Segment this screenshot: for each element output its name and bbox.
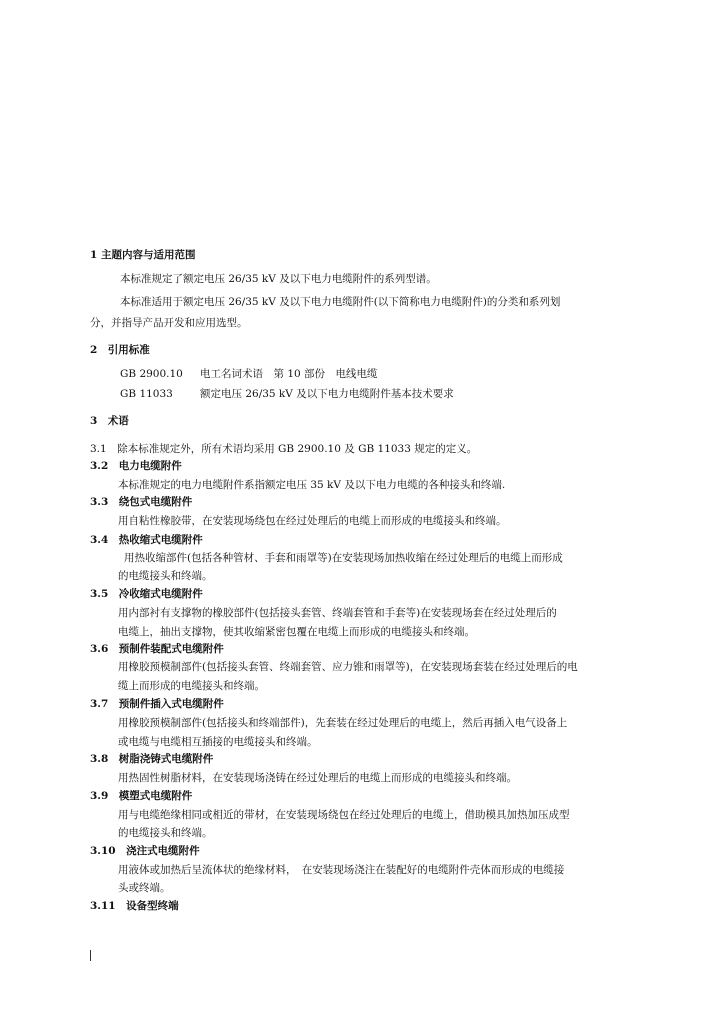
term-heading: 3.10 浇注式电缆附件: [90, 845, 200, 857]
term-heading: 3.9 模塑式电缆附件: [90, 790, 193, 802]
term-heading: 3.11 设备型终端: [90, 900, 179, 912]
term-definition: 用橡胶预模制部件(包括接头套管、终端套管、应力锥和雨罩等)，在安装现场套装在经过处理后的电: [118, 661, 578, 673]
clause-3-1: 3.1 除本标准规定外，所有术语均采用 GB 2900.10 及 GB 11033 规定的定义。: [90, 443, 478, 455]
section-heading: 2 引用标准: [90, 344, 150, 356]
page-edge-mark: [90, 950, 91, 961]
term-definition: 本标准规定的电力电缆附件系指额定电压 35 kV 及以下电力电缆的各种接头和终端.: [118, 479, 506, 491]
paragraph: 本标准适用于额定电压 26/35 kV 及以下电力电缆附件(以下简称电力电缆附件)的分类和系列划: [120, 296, 561, 308]
reference-code: GB 2900.10: [120, 368, 183, 380]
term-definition: 用橡胶预模制部件(包括接头和终端部件)，先套装在经过处理后的电缆上，然后再插入电气设备上: [118, 717, 568, 729]
term-definition: 用内部衬有支撑物的橡胶部件(包括接头套管、终端套管和手套等)在安装现场套在经过处理后的: [118, 607, 557, 619]
term-heading: 3.8 树脂浇铸式电缆附件: [90, 753, 214, 765]
term-definition: 用热固性树脂材料，在安装现场浇铸在经过处理后的电缆上而形成的电缆接头和终端。: [118, 772, 517, 784]
paragraph-continuation: 分，并指导产品开发和应用选型。: [90, 317, 248, 329]
reference-item: [120, 387, 454, 401]
reference-title: 额定电压 26/35 kV 及以下电力电缆附件基本技术要求: [200, 388, 454, 400]
section-heading: 3 术语: [90, 415, 129, 427]
reference-code: GB 11033: [120, 388, 173, 400]
term-heading: 3.6 预制件装配式电缆附件: [90, 643, 224, 655]
term-heading: 3.2 电力电缆附件: [90, 460, 182, 472]
term-heading: 3.7 预制件插入式电缆附件: [90, 698, 224, 710]
term-definition-continuation: 的电缆接头和终端。: [118, 570, 213, 582]
term-definition-continuation: 或电缆与电缆相互插接的电缆接头和终端。: [118, 736, 318, 748]
term-definition: 用热收缩部件(包括各种管材、手套和雨罩等)在安装现场加热收缩在经过处理后的电缆上而形成: [124, 552, 563, 564]
term-definition: 用自粘性橡胶带，在安装现场绕包在经过处理后的电缆上而形成的电缆接头和终端。: [118, 515, 507, 527]
term-definition-continuation: 头或终端。: [118, 882, 171, 894]
term-definition: 用液体或加热后呈流体状的绝缘材料， 在安装现场浇注在装配好的电缆附件壳体而形成的电缆接: [118, 864, 565, 876]
reference-title: 电工名词术语 第 10 部份 电线电缆: [200, 368, 378, 380]
term-definition-continuation: 电缆上，抽出支撑物，使其收缩紧密包覆在电缆上而形成的电缆接头和终端。: [118, 626, 475, 638]
term-definition: 用与电缆绝缘相同或相近的带材，在安装现场绕包在经过处理后的电缆上，借助模具加热加压成型: [118, 809, 570, 821]
reference-item: [120, 367, 378, 381]
term-definition-continuation: 的电缆接头和终端。: [118, 827, 213, 839]
paragraph: 本标准规定了额定电压 26/35 kV 及以下电力电缆附件的系列型谱。: [120, 273, 437, 285]
term-heading: 3.4 热收缩式电缆附件: [90, 534, 203, 546]
term-heading: 3.3 绕包式电缆附件: [90, 496, 193, 508]
term-definition-continuation: 缆上而形成的电缆接头和终端。: [118, 680, 265, 692]
term-heading: 3.5 冷收缩式电缆附件: [90, 588, 203, 600]
section-heading: 1 主题内容与适用范围: [90, 249, 196, 261]
